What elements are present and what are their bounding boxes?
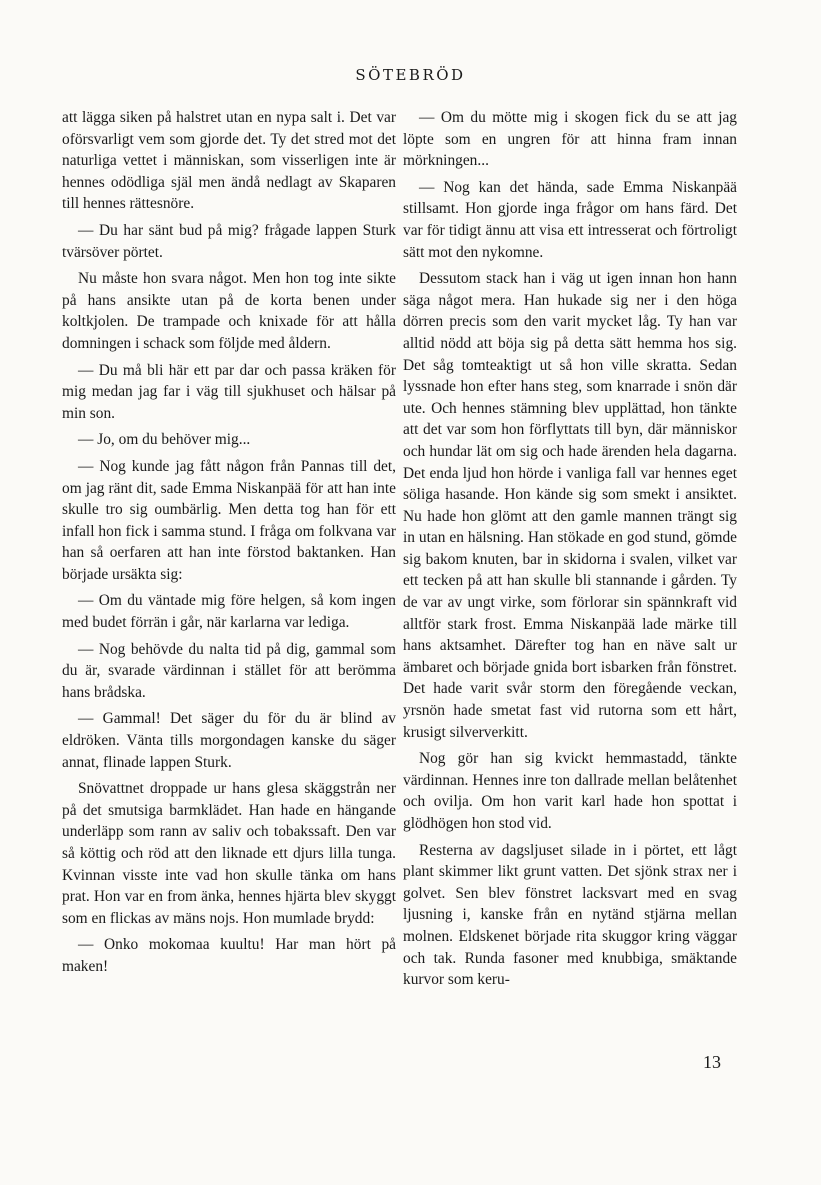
paragraph: Snövattnet droppade ur hans glesa skäggstrån ner på det smutsiga barmklädet. Han hade en hängande underläpp som rann av saliv och tobakssaft. Den var så köttig och röd att den liknade ett djurs lilla tunga. Kvinnan visste inte vad hon skulle tänka om hans prat. Hon var en from änka, hennes hjärta blev skyggt som en flickas av mäns nojs. Hon mumlade brydd: <box>62 780 396 927</box>
paragraph: Nu måste hon svara något. Men hon tog inte sikte på hans ansikte utan på de korta benen under koltkjolen. De trampade och knixade för att hålla domningen i schack som följde med åldern. <box>62 270 396 352</box>
paragraph: — Nog behövde du nalta tid på dig, gammal som du är, svarade värdinnan i stället för att berömma hans brådska. <box>62 640 396 701</box>
paragraph: — Nog kan det hända, sade Emma Niskanpää stillsamt. Hon gjorde inga frågor om hans färd. Det var för tidigt ännu att visa ett intresserat och förtroligt sätt mot den nykomne. <box>403 178 737 261</box>
paragraph: att lägga siken på halstret utan en nypa salt i. Det var oförsvarligt vem som gjorde det. Ty det stred mot det naturliga vettet i människan, som visserligen inte är hennes odödliga själ men ändå nedlagt av Skaparen till hennes rättesnöre. <box>62 109 396 213</box>
paragraph: — Du har sänt bud på mig? frågade lappen Sturk tvärsöver pörtet. <box>62 221 396 261</box>
paragraph: Nog gör han sig kvickt hemmastadd, tänkte värdinnan. Hennes inre ton dallrade mellan belåtenhet och ovilja. Om hon varit karl hade hon spottat i glödhögen hon stod vid. <box>403 750 737 832</box>
left-column <box>62 107 396 983</box>
paragraph: — Gammal! Det säger du för du är blind av eldröken. Vänta tills morgondagen kanske du säger annat, flinade lappen Sturk. <box>62 710 396 771</box>
right-column <box>403 107 737 996</box>
paragraph: — Nog kunde jag fått någon från Pannas till det, om jag ränt dit, sade Emma Niskanpää för att han inte skulle tro sig oumbärlig. Men detta tog han för ett infall hon fick i samma stund. I fråga om folkvana var han så oerfaren att han inte förstod baktanken. Han började ursäkta sig: <box>62 457 396 583</box>
paragraph: Resterna av dagsljuset silade in i pörtet, ett lågt plant skimmer likt grunt vatten. Det sjönk strax ner i golvet. Sen blev fönstret lacksvart med en svag ljusning i, kanske från en nytänd stjärna mellan molnen. Eldskenet började rita skuggor kring väggar och tak. Runda fasoner med knubbiga, smäktande kurvor som keru- <box>403 841 737 989</box>
paragraph: — Du må bli här ett par dar och passa kräken för mig medan jag far i väg till sjukhuset och hälsar på min son. <box>62 361 396 422</box>
paragraph: — Jo, om du behöver mig... <box>78 431 251 449</box>
page-number: 13 <box>703 1052 721 1072</box>
paragraph: Dessutom stack han i väg ut igen innan hon hann säga något mera. Han hukade sig ner i den höga dörren precis som den varit mycket låg. Ty han var alltid nödd att böja sig på detta sätt hemma hos sig. Det såg tomteaktigt ut så hon ville skratta. Sedan lyssnade hon efter hans steg, som knarrade i snön där ute. Och hennes stämning blev upplättad, hon tänkte att det var som hon förflyttats till byn, där människor och hundar lät om sig och hade ärenden hela dagarna. Det enda ljud hon hörde i vanliga fall var hennes eget söliga hasande. Hon kände sig som smekt i ansiktet. Nu hade hon glömt att den gamle mannen trängt sig in utan en hälsning. Han stökade en god stund, gömde sig bakom knuten, bar in skidorna i svalen, vilket var ett tecken på att han skulle bli stannande i gården. Ty de var av ungt virke, som förlorar sin spännkraft vid alltför stark frost. Emma Niskanpää lade märke till hans aktsamhet. Därefter tog han en näve salt ur ämbaret och började gnida bort isbarken från fönstret. Det hade varit svår storm den föregående veckan, yrsnön hade smetat fast vid rutorna som ett hårt, krusigt silververkitt. <box>403 270 737 741</box>
paragraph: — Onko mokomaa kuultu! Har man hört på maken! <box>62 936 396 975</box>
paragraph: — Om du väntade mig före helgen, så kom ingen med budet förrän i går, när karlarna var lediga. <box>62 592 396 632</box>
paragraph: — Om du mötte mig i skogen fick du se att jag löpte som en ungren för att hinna fram innan mörkningen... <box>403 109 737 170</box>
running-title: SÖTEBRÖD <box>355 66 466 84</box>
